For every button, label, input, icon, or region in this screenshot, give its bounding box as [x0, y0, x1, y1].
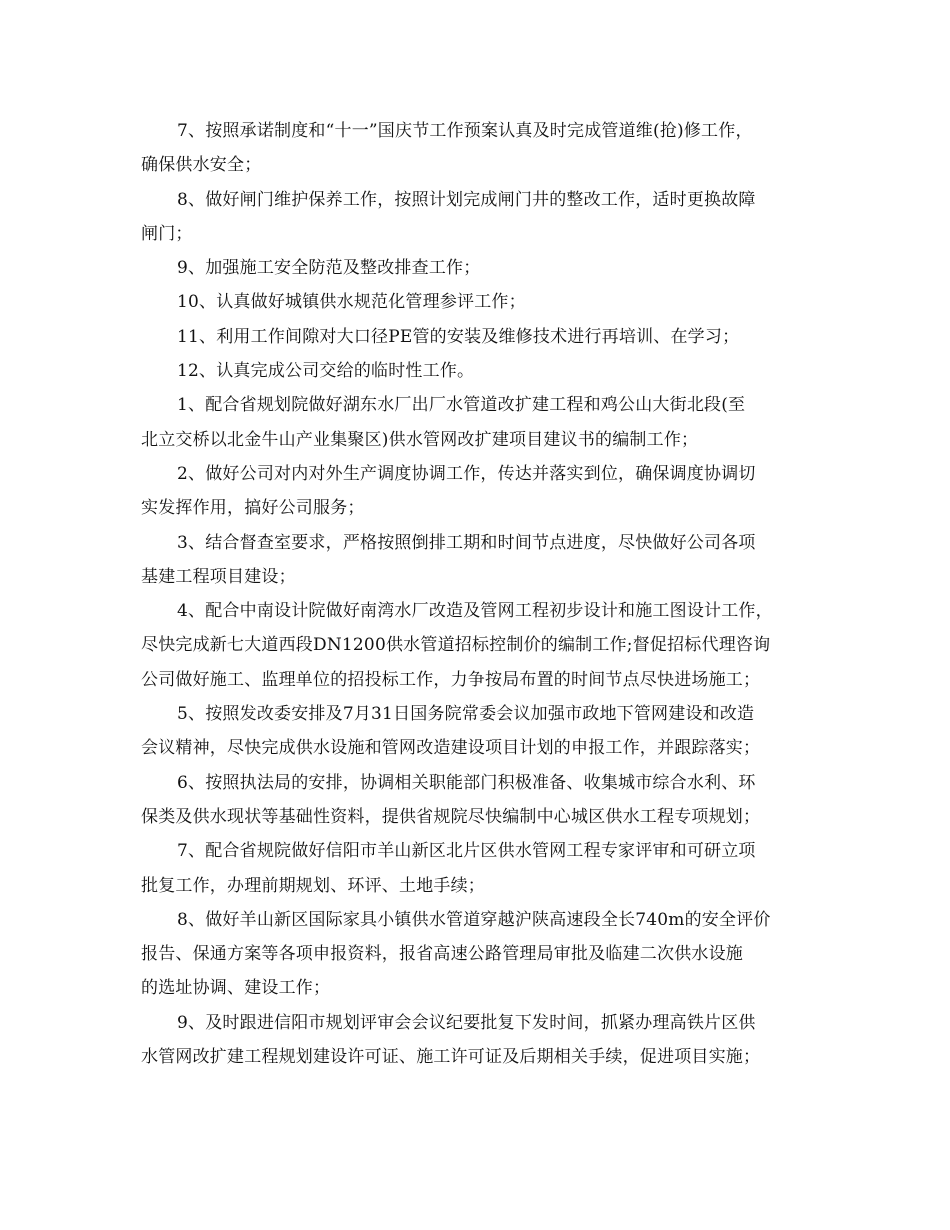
paragraph: [141, 320, 821, 354]
paragraph: [141, 354, 821, 388]
paragraph: [141, 457, 821, 526]
paragraph: [141, 285, 821, 319]
text-line: 5、按照发改委安排及7月31日国务院常委会议加强市政地下管网建设和改造: [177, 704, 755, 725]
text-line: 9、加强施工安全防范及整改排查工作；: [177, 258, 481, 279]
text-line: 10、认真做好城镇供水规范化管理参评工作；: [177, 292, 526, 313]
text-line: 闸门；: [141, 223, 193, 244]
paragraph: [141, 697, 821, 766]
text-line: 2、做好公司对内对外生产调度协调工作，传达并落实到位，确保调度协调切: [177, 463, 756, 484]
text-line: 实发挥作用，搞好公司服务；: [141, 498, 365, 519]
text-line: 确保供水安全；: [141, 155, 262, 176]
text-line: 公司做好施工、监理单位的招投标工作，力争按局布置的时间节点尽快进场施工；: [141, 669, 761, 690]
paragraph: [141, 388, 821, 457]
text-line: 11、利用工作间隙对大口径PE管的安装及维修技术进行再培训、在学习；: [177, 326, 740, 347]
document-body: [141, 114, 821, 1074]
text-line: 报告、保通方案等各项申报资料，报省高速公路管理局审批及临建二次供水设施: [141, 944, 743, 965]
text-line: 8、做好羊山新区国际家具小镇供水管道穿越沪陕高速段全长740m的安全评价: [177, 909, 771, 930]
paragraph: [141, 251, 821, 285]
text-line: 基建工程项目建设；: [141, 566, 296, 587]
text-line: 北立交桥以北金牛山产业集聚区)供水管网改扩建项目建议书的编制工作；: [141, 429, 699, 450]
paragraph: [141, 903, 821, 1006]
text-line: 3、结合督查室要求，严格按照倒排工期和时间节点进度，尽快做好公司各项: [177, 532, 756, 553]
text-line: 8、做好闸门维护保养工作，按照计划完成闸门井的整改工作，适时更换故障: [177, 189, 756, 210]
paragraph: [141, 594, 821, 697]
text-line: 尽快完成新七大道西段DN1200供水管道招标控制价的编制工作;督促招标代理咨询: [141, 635, 771, 656]
text-line: 水管网改扩建工程规划建设许可证、施工许可证及后期相关手续，促进项目实施；: [141, 1047, 761, 1068]
text-line: 9、及时跟进信阳市规划评审会会议纪要批复下发时间，抓紧办理高铁片区供: [177, 1012, 756, 1033]
paragraph: [141, 526, 821, 595]
text-line: 1、配合省规划院做好湖东水厂出厂水管道改扩建工程和鸡公山大街北段(至: [177, 395, 746, 416]
paragraph: [141, 766, 821, 835]
text-line: 12、认真完成公司交给的临时性工作。: [177, 361, 475, 382]
paragraph: [141, 834, 821, 903]
text-line: 6、按照执法局的安排，协调相关职能部门积极准备、收集城市综合水利、环: [177, 772, 756, 793]
paragraph: [141, 114, 821, 183]
text-line: 会议精神，尽快完成供水设施和管网改造建设项目计划的申报工作，并跟踪落实；: [141, 738, 761, 759]
paragraph: [141, 1006, 821, 1075]
text-line: 批复工作，办理前期规划、环评、土地手续；: [141, 875, 485, 896]
text-line: 保类及供水现状等基础性资料，提供省规院尽快编制中心城区供水工程专项规划；: [141, 806, 761, 827]
text-line: 4、配合中南设计院做好南湾水厂改造及管网工程初步设计和施工图设计工作，: [177, 601, 773, 622]
paragraph: [141, 183, 821, 252]
text-line: 的选址协调、建设工作；: [141, 978, 331, 999]
text-line: 7、配合省规院做好信阳市羊山新区北片区供水管网工程专家评审和可研立项: [177, 841, 756, 862]
text-line: 7、按照承诺制度和“十一”国庆节工作预案认真及时完成管道维(抢)修工作，: [177, 121, 753, 141]
